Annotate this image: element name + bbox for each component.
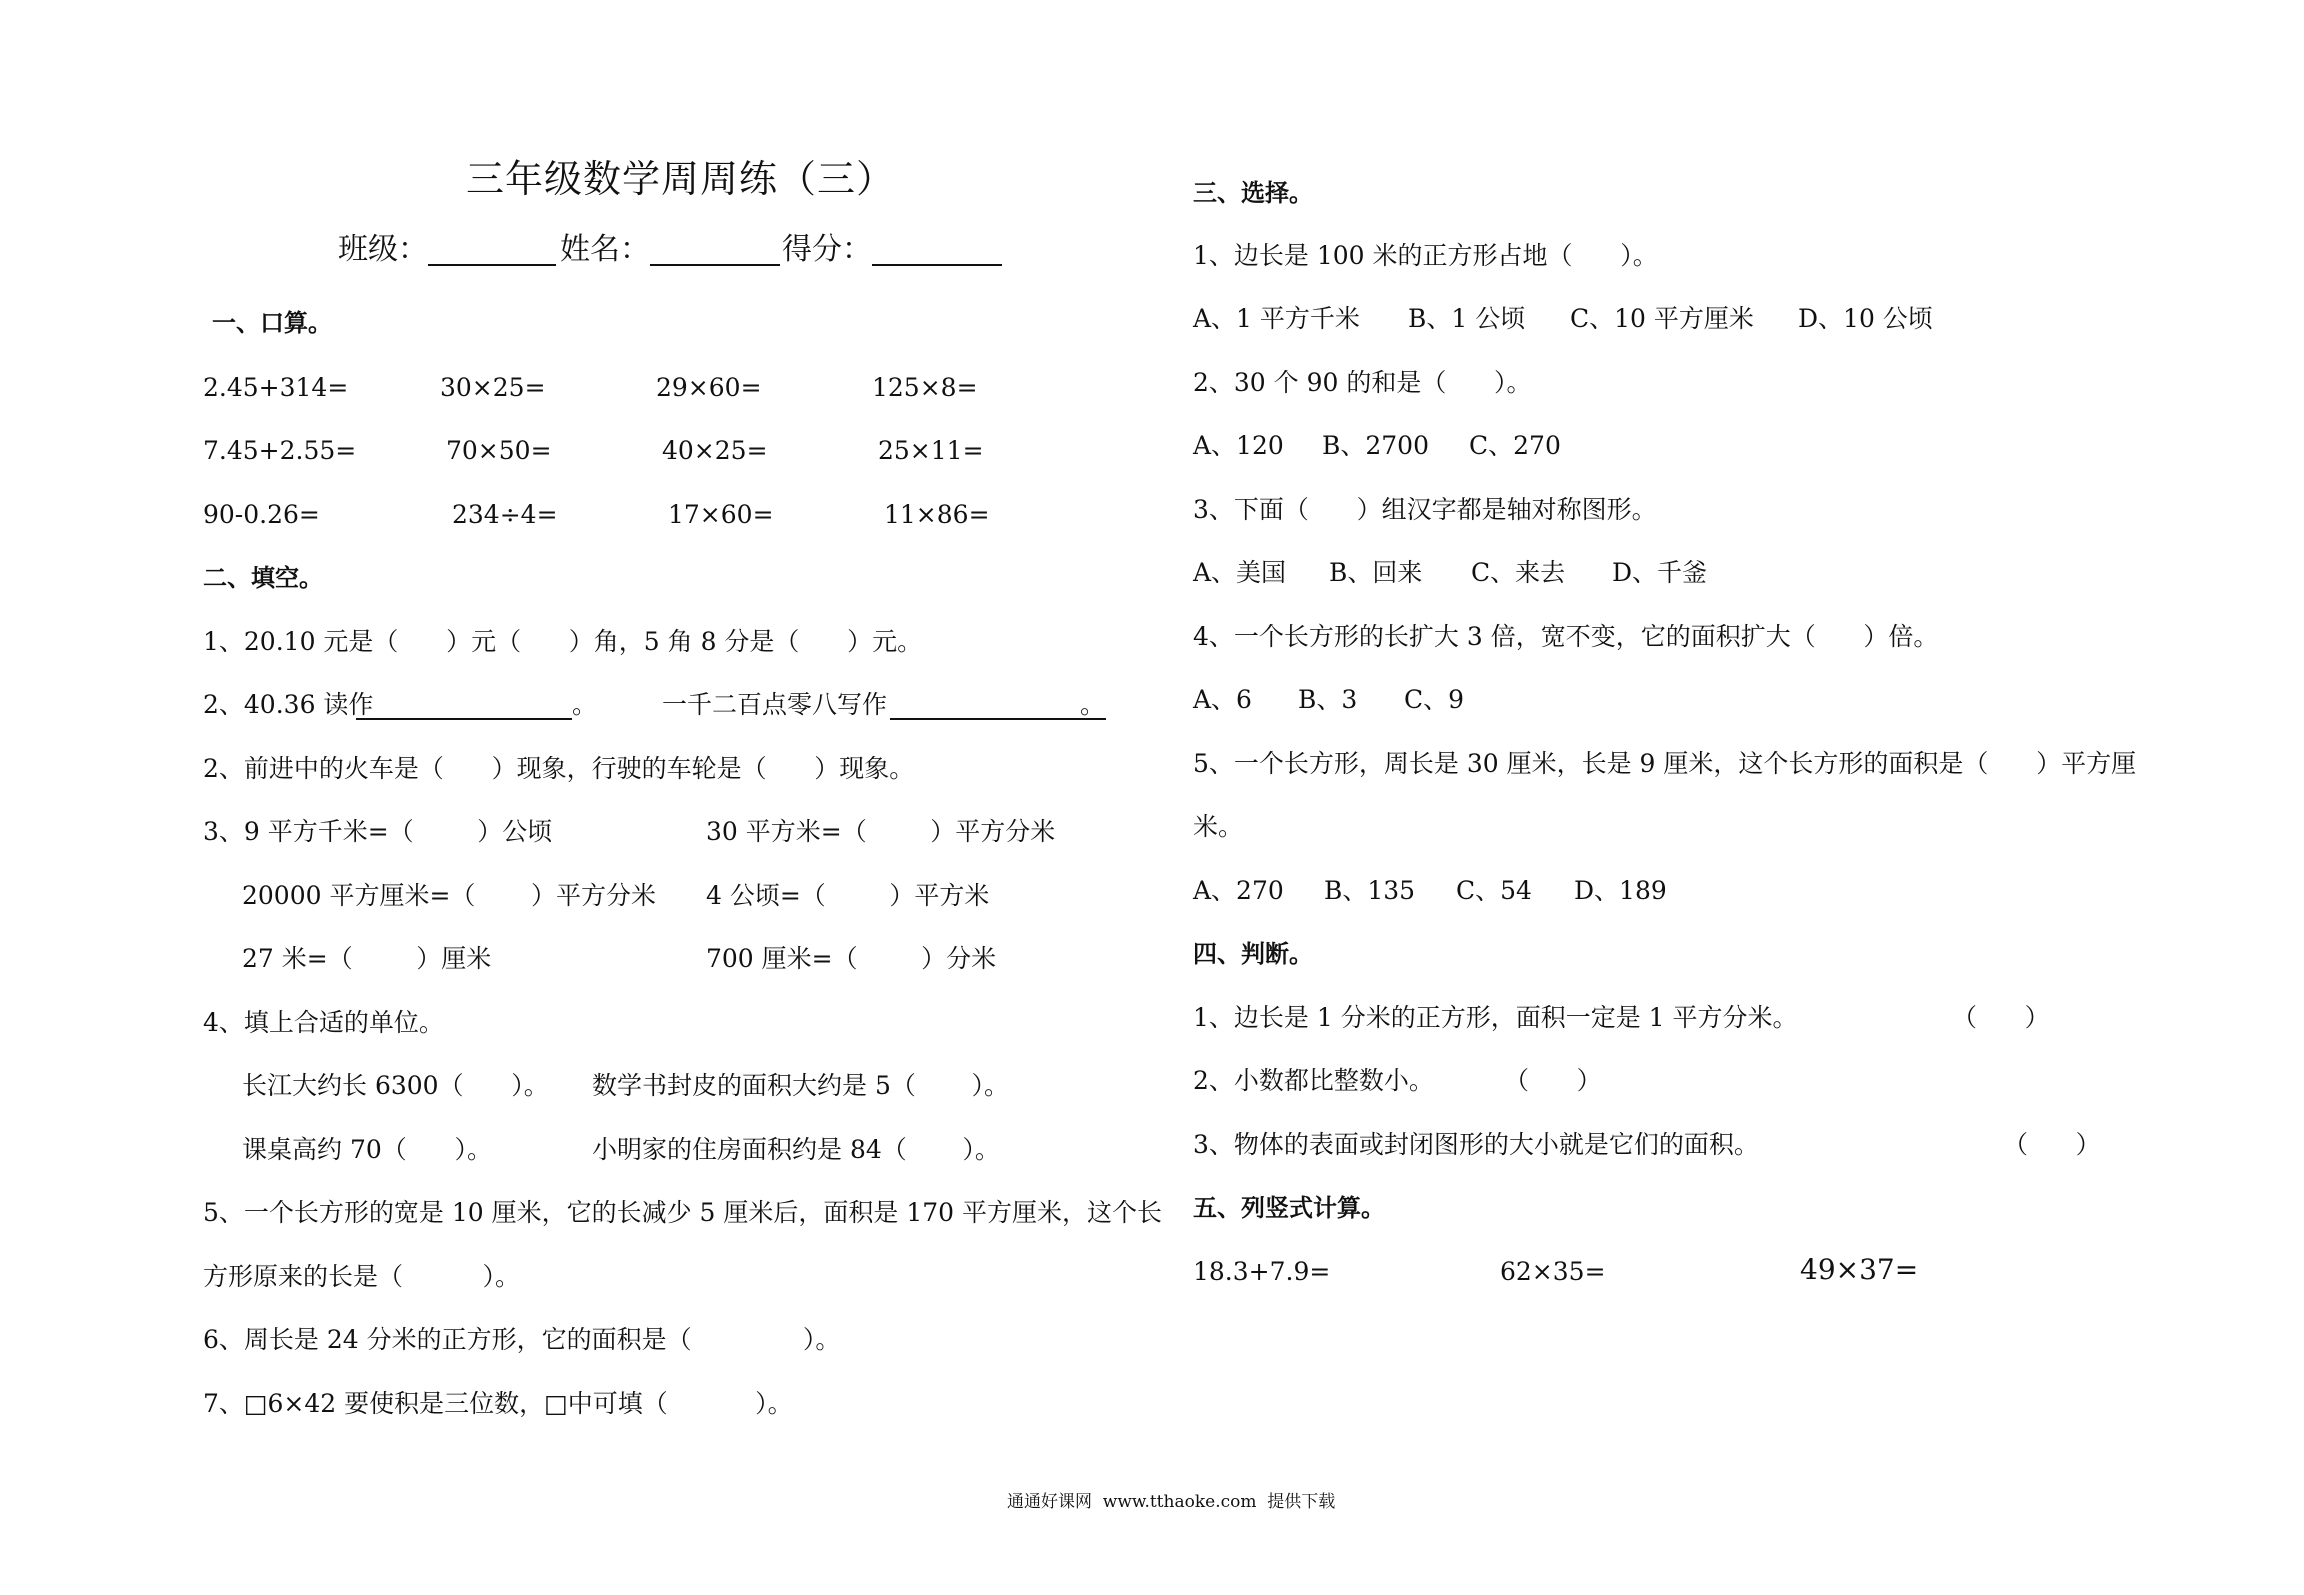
- section-4-heading: 四、判断。: [1193, 940, 1313, 968]
- fill-question-4: 4、填上合适的单位。: [203, 1008, 444, 1037]
- choice-option: B、2700: [1322, 431, 1429, 460]
- oral-item: 17×60=: [668, 500, 774, 529]
- fill-question-4-2b: 小明家的住房面积约是 84（ ）。: [592, 1135, 1000, 1164]
- choice-question-5a: 5、一个长方形，周长是 30 厘米，长是 9 厘米，这个长方形的面积是（ ）平方厘: [1193, 749, 2137, 778]
- fill-question-3-1b: 30 平方米=（ ）平方分米: [706, 817, 1056, 846]
- section-1-heading: 一、口算。: [212, 309, 332, 337]
- choice-question-4: 4、一个长方形的长扩大 3 倍，宽不变，它的面积扩大（ ）倍。: [1193, 622, 1939, 651]
- oral-item: 40×25=: [662, 436, 768, 465]
- choice-option: A、美国: [1193, 558, 1287, 587]
- choice-option: A、270: [1193, 876, 1284, 905]
- choice-question-3: 3、下面（ ）组汉字都是轴对称图形。: [1193, 495, 1657, 524]
- oral-item: 25×11=: [878, 436, 984, 465]
- choice-question-2: 2、30 个 90 的和是（ ）。: [1193, 368, 1532, 397]
- oral-item: 125×8=: [872, 373, 978, 402]
- choice-option: C、10 平方厘米: [1570, 304, 1754, 333]
- footer-credit: 通通好课网 www.tthaoke.com 提供下载: [1007, 1492, 1336, 1512]
- choice-option: B、回来: [1329, 558, 1423, 587]
- oral-item: 11×86=: [884, 500, 990, 529]
- vertical-calc-item: 18.3+7.9=: [1193, 1257, 1331, 1286]
- class-label: 班级：: [338, 232, 428, 267]
- judge-question-1: 1、边长是 1 分米的正方形，面积一定是 1 平方分米。: [1193, 1003, 1798, 1032]
- oral-item: 30×25=: [440, 373, 546, 402]
- choice-option: A、120: [1193, 431, 1284, 460]
- fill-question-3-3a: 27 米=（ ）厘米: [242, 944, 492, 973]
- section-5-heading: 五、列竖式计算。: [1193, 1194, 1385, 1222]
- fill-question-4-1a: 长江大约长 6300（ ）。: [242, 1071, 549, 1100]
- fill-question-2a: 2、40.36 读作: [203, 690, 374, 719]
- oral-item: 90-0.26=: [203, 500, 320, 529]
- fill-question-4-1b: 数学书封皮的面积大约是 5（ ）。: [592, 1071, 1009, 1100]
- fill-question-5a: 5、一个长方形的宽是 10 厘米，它的长减少 5 厘米后，面积是 170 平方厘米，这个长: [203, 1198, 1163, 1227]
- class-blank[interactable]: [428, 264, 556, 266]
- judge-question-3: 3、物体的表面或封闭图形的大小就是它们的面积。: [1193, 1130, 1759, 1159]
- choice-option: C、来去: [1471, 558, 1566, 587]
- fill-question-4-2a: 课桌高约 70（ ）。: [242, 1135, 492, 1164]
- judge-bracket[interactable]: （ ）: [2003, 1130, 2101, 1159]
- answer-blank[interactable]: [356, 718, 572, 720]
- vertical-calc-item: 62×35=: [1500, 1257, 1606, 1286]
- oral-item: 29×60=: [656, 373, 762, 402]
- fill-question-3-2b: 4 公顷=（ ）平方米: [706, 881, 990, 910]
- choice-option: B、135: [1324, 876, 1416, 905]
- choice-option: C、270: [1469, 431, 1561, 460]
- choice-question-1: 1、边长是 100 米的正方形占地（ ）。: [1193, 241, 1658, 270]
- judge-bracket[interactable]: （ ）: [1952, 1003, 2050, 1032]
- judge-question-2: 2、小数都比整数小。: [1193, 1066, 1434, 1095]
- fill-question-3-1a: 3、9 平方千米=（ ）公顷: [203, 817, 553, 846]
- score-blank[interactable]: [872, 264, 1002, 266]
- section-2-heading: 二、填空。: [203, 564, 323, 592]
- fill-question-2a-end: 。: [572, 690, 598, 719]
- vertical-calc-item: 49×37=: [1800, 1253, 1919, 1286]
- score-label: 得分：: [782, 232, 872, 267]
- fill-question-2b: 一千二百点零八写作: [662, 690, 888, 719]
- oral-item: 234÷4=: [452, 500, 558, 529]
- section-3-heading: 三、选择。: [1193, 179, 1313, 207]
- page-title: 三年级数学周周练（三）: [466, 157, 896, 201]
- answer-blank[interactable]: [890, 718, 1106, 720]
- name-label: 姓名：: [560, 232, 650, 267]
- choice-option: D、10 公顷: [1798, 304, 1933, 333]
- choice-option: D、千釜: [1612, 558, 1708, 587]
- choice-option: B、3: [1298, 685, 1358, 714]
- judge-bracket[interactable]: （ ）: [1504, 1066, 1602, 1095]
- choice-option: A、6: [1193, 685, 1252, 714]
- fill-question-5b: 方形原来的长是（ ）。: [203, 1262, 520, 1291]
- fill-question-1: 1、20.10 元是（ ）元（ ）角，5 角 8 分是（ ）元。: [203, 627, 923, 656]
- name-blank[interactable]: [650, 264, 780, 266]
- choice-option: C、9: [1404, 685, 1465, 714]
- oral-item: 7.45+2.55=: [203, 436, 357, 465]
- choice-question-5b: 米。: [1193, 812, 1244, 841]
- choice-option: D、189: [1574, 876, 1667, 905]
- choice-option: A、1 平方千米: [1193, 304, 1360, 333]
- fill-question-6: 6、周长是 24 分米的正方形，它的面积是（ ）。: [203, 1325, 841, 1354]
- fill-question-2c: 2、前进中的火车是（ ）现象，行驶的车轮是（ ）现象。: [203, 754, 915, 783]
- fill-question-7: 7、□6×42 要使积是三位数，□中可填（ ）。: [203, 1389, 793, 1418]
- fill-question-3-2a: 20000 平方厘米=（ ）平方分米: [242, 881, 657, 910]
- fill-question-2b-end: 。: [1080, 690, 1106, 719]
- choice-option: C、54: [1456, 876, 1532, 905]
- oral-item: 70×50=: [446, 436, 552, 465]
- fill-question-3-3b: 700 厘米=（ ）分米: [706, 944, 997, 973]
- oral-item: 2.45+314=: [203, 373, 349, 402]
- choice-option: B、1 公顷: [1408, 304, 1526, 333]
